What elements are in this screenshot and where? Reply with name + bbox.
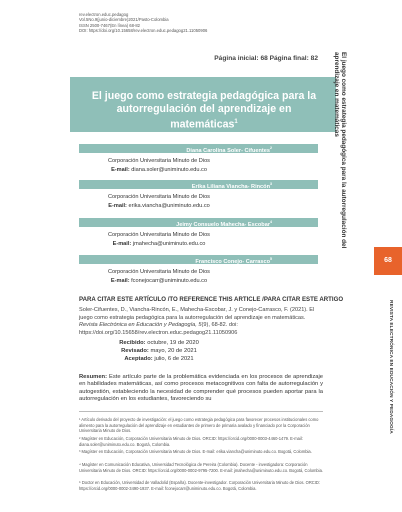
author-email-line (0, 277, 318, 285)
sidebar-journal-name (384, 300, 394, 510)
author-name-bar (79, 218, 318, 227)
author-name-bar (79, 144, 318, 153)
author-email[interactable]: fconejocarr@uniminuto.edu.co (131, 278, 208, 284)
author-footnote-mark: 2 (270, 146, 272, 150)
author-footnote-mark: 3 (270, 182, 272, 186)
author-name: Jeimy Consuelo Mahecha- Escobar (176, 221, 270, 228)
author-institution: Corporación Universitaria Minuto de Dios (108, 158, 210, 164)
page-range: Página inicial: 68 Página final: 82 (214, 55, 318, 62)
citation-journal: Revista Electrónica en Educación y Pedagogía, 5 (79, 322, 202, 329)
meta-line: rev.electron.educ.pedagog (79, 12, 129, 17)
article-title-text: El juego como estrategia pedagógica para la autorregulación del aprendizaje en matemáticas (91, 90, 317, 131)
date-value: octubre, 19 de 2020 (147, 340, 199, 346)
date-label: Revisado: (121, 348, 149, 354)
meta-line: ISSN 2500-7467(En línea) 68-82 (79, 22, 140, 28)
footnote: ³ Magíster en Educación, Corporación Universitaria Minuto de Dios. E-mail: erika.viancha@uniminuto.edu.co. Bogotá, Colombia. (79, 449, 312, 454)
email-label: E-mail: (111, 167, 130, 173)
date-label: Recibido: (119, 340, 146, 346)
cite-heading: PARA CITAR ESTE ARTÍCULO /TO REFERENCE THIS ARTICLE /PARA CITAR ESTE ARTIGO (79, 296, 344, 303)
date-received (0, 340, 318, 347)
footnote: ² Magíster en Educación, Corporación Universitaria Minuto de Dios. ORCID: https://orcid.org/0000-0003-4460-1479. E-mail: diana.soler@uniminuto.edu.co. Bogotá, Colombia. (79, 436, 303, 447)
footnote: ¹ Artículo derivado del proyecto de investigación: el juego como estrategia pedagógica para favorecer procesos institucionales como alimento para la autorregulación del aprendizaje en estudiantes de primero de primaria avalado y financiado por la Corporación Universitaria Minuto de Dios. (79, 417, 319, 434)
footnote-divider (79, 411, 323, 412)
author-institution: Corporación Universitaria Minuto de Dios (108, 232, 210, 238)
date-value: julio, 6 de 2021 (154, 356, 194, 362)
date-accepted (0, 356, 318, 363)
author-email-line (0, 202, 318, 210)
author-name-bar (79, 255, 318, 264)
author-email[interactable]: diana.soler@uniminuto.edu.co (131, 167, 207, 173)
citation-text: Soler-Cifuentes, D., Viancha-Rincón, E., Mahecha-Escobar, J. y Conejo-Carrasco, F. (2021). El juego como estrategia pedagógica para la autorregulación del aprendizaje en matemáticas. (79, 307, 315, 321)
author-email-line (0, 166, 318, 174)
author-name-bar (79, 180, 318, 189)
meta-line: DOI: https://doi.org/10.15658/rev.electron.educ.pedagog21.11050906 (79, 28, 208, 34)
author-institution: Corporación Universitaria Minuto de Dios (108, 269, 210, 275)
date-value: mayo, 20 de 2021 (150, 348, 197, 354)
author-institution: Corporación Universitaria Minuto de Dios (108, 194, 210, 200)
author-name: Francisco Conejo- Carrasco (195, 258, 270, 265)
author-email[interactable]: erika.viancha@uniminuto.edu.co (128, 203, 210, 209)
date-label: Aceptado: (124, 356, 153, 362)
author-footnote-mark: 4 (270, 220, 272, 224)
email-label: E-mail: (108, 203, 127, 209)
author-email[interactable]: jmahecha@uniminuto.edu.co (132, 241, 206, 247)
meta-line: Vol.5No.9(junio-diciembre)2021/Pasto-Colombia (79, 17, 169, 23)
citation (79, 307, 323, 337)
citation-doi[interactable]: (9), 68-82. doi: https://doi.org/10.15658/rev.electron.educ.pedagog21.11050906 (79, 322, 238, 336)
page-number-badge: 68 (374, 247, 402, 275)
abstract-text: Este artículo parte de la problemática evidenciada en los procesos de aprendizaje en habilidades matemáticas, así como procesos metacognitivos con falta de autorregulación y autogestión, estableciendo la necesidad de comprender qué procesos pueden aportar para la autorregulación en los estudiantes, favoreciendo su (79, 374, 323, 402)
footnote: ⁵ Doctor en Educación, Universidad de Valladolid (España). Docente-investigador. Corporación Universitaria Minuto de Dios. ORCID: https://orcid.org/0000-0002-3490-1937. E-mail: fconejocarr@uniminuto.edu.co. Bogotá, Colombia. (79, 480, 320, 491)
footnote: ⁴ Magíster en Comunicación Educativa, Universidad Tecnológica de Pereira (Colombia). Docente - investigadora: Corporación Universitaria Minuto de Dios. ORCID: https://orcid.org/0000-0002-9795-7200. E-mail: jmahecha@uniminuto.edu.co. Bogotá, Colombia. (79, 462, 323, 473)
author-name: Erika Liliana Viancha- Rincón (191, 183, 270, 190)
title-footnote-mark: 1 (234, 119, 238, 125)
sidebar-title-text: El juego como estrategia pedagógica para la autorregulación del aprendizaje en matemáticas (332, 52, 347, 249)
abstract-label: Resumen: (79, 374, 108, 380)
author-name: Diana Carolina Soler- Cifuentes (186, 147, 270, 154)
sidebar-running-title (332, 52, 359, 272)
author-email-line (0, 240, 318, 248)
author-footnote-mark: 5 (270, 257, 272, 261)
journal-meta (79, 12, 299, 34)
article-title (82, 90, 326, 132)
date-revised (0, 348, 318, 355)
abstract (79, 374, 323, 403)
email-label: E-mail: (110, 278, 130, 284)
sidebar-journal-text: REVISTA ELECTRÓNICA EN EDUCACIÓN Y PEDAGOGÍA (388, 300, 393, 434)
email-label: E-mail: (112, 241, 132, 247)
